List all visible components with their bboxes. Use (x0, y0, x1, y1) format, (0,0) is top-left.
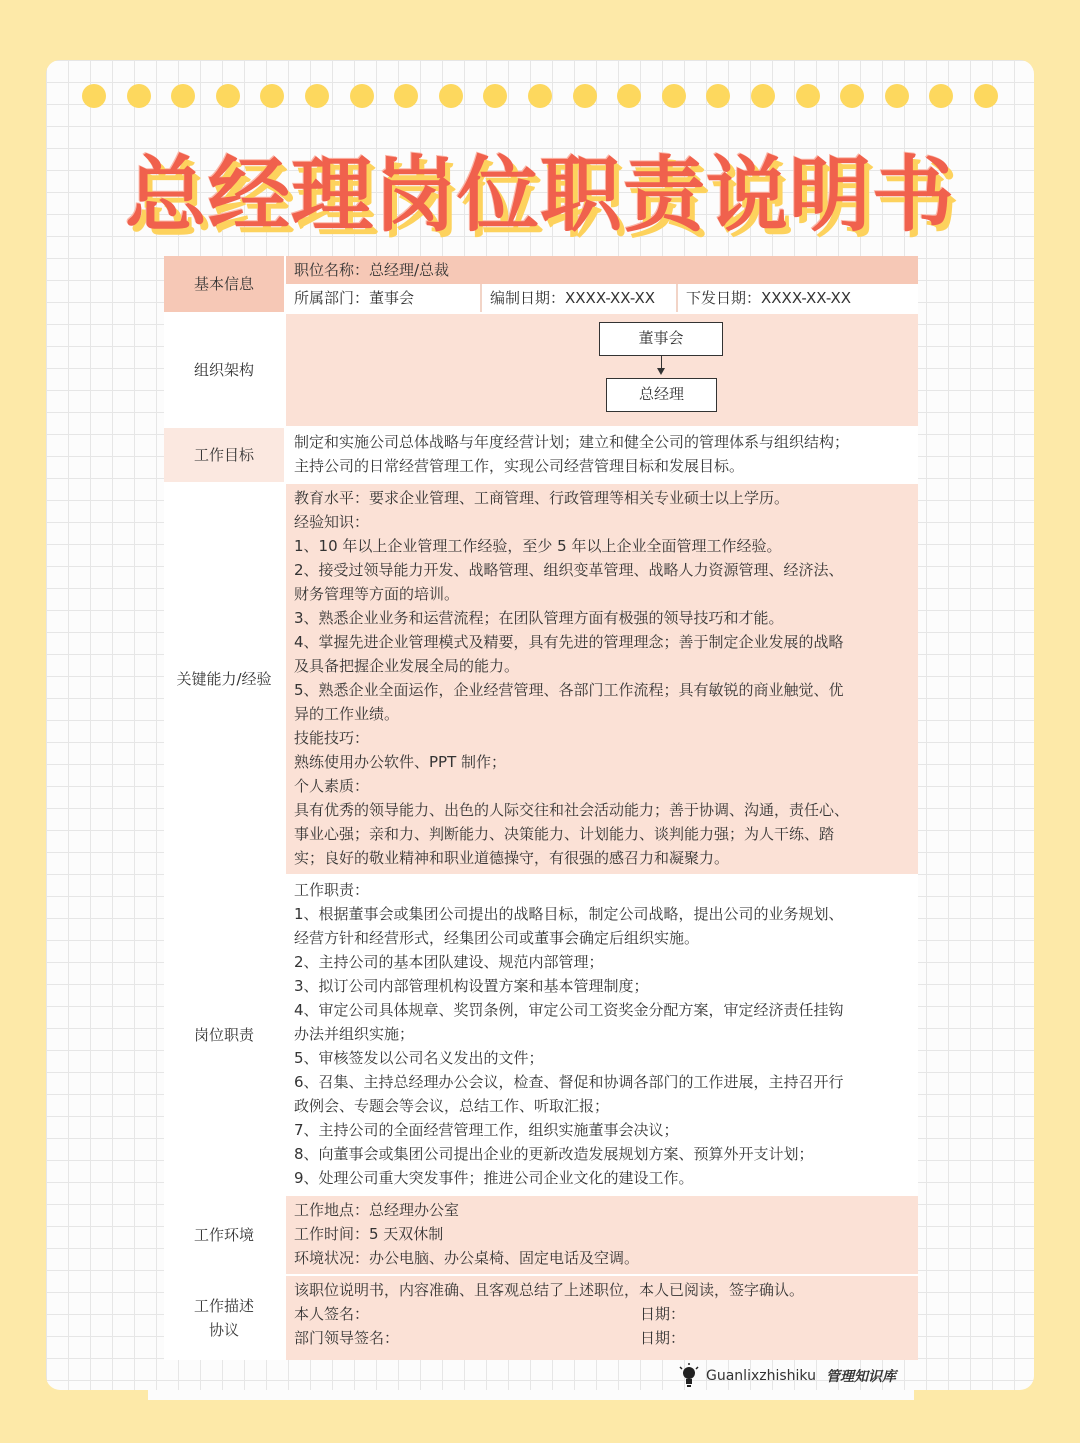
row-org-chart (164, 314, 918, 428)
text-line: 政例会、专题会等会议，总结工作、听取汇报； (294, 1097, 610, 1115)
binder-dot (929, 84, 953, 108)
org-chart (286, 314, 918, 426)
text-line: 3、熟悉企业业务和运营流程；在团队管理方面有极强的领导技巧和才能。 (294, 609, 784, 627)
text-line: 工作时间：5 天双休制 (294, 1225, 444, 1243)
watermark-brand: 管理知识库 (825, 1369, 896, 1385)
text-line: 主持公司的日常经营管理工作，实现公司经营管理目标和发展目标。 (294, 457, 745, 475)
row-key-ability (164, 484, 918, 876)
text-line: 1、根据董事会或集团公司提出的战略目标，制定公司战略，提出公司的业务规划、 (294, 905, 844, 923)
text-line: 环境状况：办公电脑、办公桌椅、固定电话及空调。 (294, 1249, 640, 1267)
text-line: 4、审定公司具体规章、奖罚条例，审定公司工资奖金分配方案，审定经济责任挂钩 (294, 1001, 844, 1019)
work-goal-content (286, 428, 918, 482)
binder-dot (216, 84, 240, 108)
text-line: 4、掌握先进企业管理模式及精要，具有先进的管理理念；善于制定企业发展的战略 (294, 633, 844, 651)
binder-dots (82, 84, 1002, 108)
text-line: 经验知识： (294, 513, 370, 531)
binder-dot (127, 84, 151, 108)
text-line: 及具备把握企业发展全局的能力。 (294, 657, 520, 675)
text-line: 个人素质： (294, 777, 370, 795)
label-agreement (164, 1276, 286, 1360)
text-line: 1、10 年以上企业管理工作经验，至少 5 年以上企业全面管理工作经验。 (294, 537, 782, 555)
row-duties (164, 876, 918, 1196)
binder-dot (840, 84, 864, 108)
binder-dot (974, 84, 998, 108)
text-line: 工作职责： (294, 881, 370, 899)
label-org-chart: 组织架构 (164, 314, 286, 426)
org-box-gm: 总经理 (606, 378, 717, 412)
self-date-field[interactable]: 日期： (640, 1305, 686, 1323)
text-line: 教育水平：要求企业管理、工商管理、行政管理等相关专业硕士以上学历。 (294, 489, 790, 507)
label-agreement-line1: 工作描述 (193, 1297, 254, 1315)
binder-dot (751, 84, 775, 108)
label-environment: 工作环境 (164, 1196, 286, 1274)
binder-dot (528, 84, 552, 108)
label-agreement-line2: 协议 (208, 1321, 239, 1339)
binder-dot (394, 84, 418, 108)
text-line: 熟练使用办公软件、PPT 制作； (294, 753, 507, 771)
job-description-table (164, 256, 918, 1360)
text-line: 3、拟订公司内部管理机构设置方案和基本管理制度； (294, 977, 649, 995)
self-signature-field[interactable]: 本人签名： (294, 1305, 370, 1323)
text-line: 实；良好的敬业精神和职业道德操守，有很强的感召力和凝聚力。 (294, 849, 730, 867)
binder-dot (305, 84, 329, 108)
row-environment (164, 1196, 918, 1276)
org-arrow-line (661, 355, 662, 369)
watermark-pinyin: Guanlixzhishiku (706, 1368, 816, 1384)
leader-sign-row (294, 1326, 910, 1350)
row-work-goal (164, 428, 918, 484)
basic-info-content (286, 256, 918, 312)
org-box-board: 董事会 (599, 322, 723, 356)
page-title: 总经理岗位职责说明书 (124, 148, 955, 243)
department: 所属部门：董事会 (294, 289, 415, 307)
label-work-goal: 工作目标 (164, 428, 286, 482)
environment-content (286, 1196, 918, 1274)
text-line: 经营方针和经营形式，经集团公司或董事会确定后组织实施。 (294, 929, 700, 947)
binder-dot (573, 84, 597, 108)
text-line: 具有优秀的领导能力、出色的人际交往和社会活动能力；善于协调、沟通，责任心、 (294, 801, 850, 819)
text-line: 异的工作业绩。 (294, 705, 400, 723)
text-line: 6、召集、主持总经理办公会议，检查、督促和协调各部门的工作进展，主持召开行 (294, 1073, 844, 1091)
lightbulb-icon (678, 1363, 700, 1389)
row-basic-info (164, 256, 918, 314)
row-agreement (164, 1276, 918, 1360)
basic-info-line2 (286, 284, 918, 312)
self-sign-row (294, 1302, 910, 1326)
text-line: 财务管理等方面的培训。 (294, 585, 460, 603)
label-duties: 岗位职责 (164, 876, 286, 1194)
label-basic-info: 基本信息 (164, 256, 286, 312)
arrow-down-icon (657, 368, 665, 375)
text-line: 技能技巧： (294, 729, 370, 747)
text-line: 5、审核签发以公司名义发出的文件； (294, 1049, 544, 1067)
duties-content (286, 876, 918, 1194)
binder-dot (796, 84, 820, 108)
text-line: 办法并组织实施； (294, 1025, 415, 1043)
watermark (678, 1362, 896, 1390)
agreement-content (286, 1276, 918, 1360)
text-line: 工作地点：总经理办公室 (294, 1201, 460, 1219)
key-ability-content (286, 484, 918, 874)
label-key-ability: 关键能力/经验 (164, 484, 286, 874)
binder-dot (617, 84, 641, 108)
issue-date: 下发日期：XXXX-XX-XX (676, 284, 859, 312)
binder-dot (706, 84, 730, 108)
paper-bottom-strip (148, 1390, 914, 1400)
text-line: 5、熟悉企业全面运作，企业经营管理、各部门工作流程；具有敏锐的商业触觉、优 (294, 681, 844, 699)
agreement-statement: 该职位说明书，内容准确、且客观总结了上述职位，本人已阅读，签字确认。 (294, 1281, 805, 1299)
text-line: 2、接受过领导能力开发、战略管理、组织变革管理、战略人力资源管理、经济法、 (294, 561, 844, 579)
binder-dot (82, 84, 106, 108)
compile-date: 编制日期：XXXX-XX-XX (480, 284, 676, 312)
leader-date-field[interactable]: 日期： (640, 1329, 686, 1347)
binder-dot (439, 84, 463, 108)
text-line: 制定和实施公司总体战略与年度经营计划；建立和健全公司的管理体系与组织结构； (294, 433, 850, 451)
text-line: 事业心强；亲和力、判断能力、决策能力、计划能力、谈判能力强；为人干练、踏 (294, 825, 835, 843)
text-line: 2、主持公司的基本团队建设、规范内部管理； (294, 953, 604, 971)
binder-dot (483, 84, 507, 108)
position-name: 职位名称：总经理/总裁 (286, 256, 918, 284)
binder-dot (171, 84, 195, 108)
binder-dot (885, 84, 909, 108)
text-line: 9、处理公司重大突发事件；推进公司企业文化的建设工作。 (294, 1169, 694, 1187)
binder-dot (260, 84, 284, 108)
binder-dot (662, 84, 686, 108)
text-line: 8、向董事会或集团公司提出企业的更新改造发展规划方案、预算外开支计划； (294, 1145, 814, 1163)
leader-signature-field[interactable]: 部门领导签名： (294, 1329, 400, 1347)
binder-dot (350, 84, 374, 108)
text-line: 7、主持公司的全面经营管理工作，组织实施董事会决议； (294, 1121, 679, 1139)
